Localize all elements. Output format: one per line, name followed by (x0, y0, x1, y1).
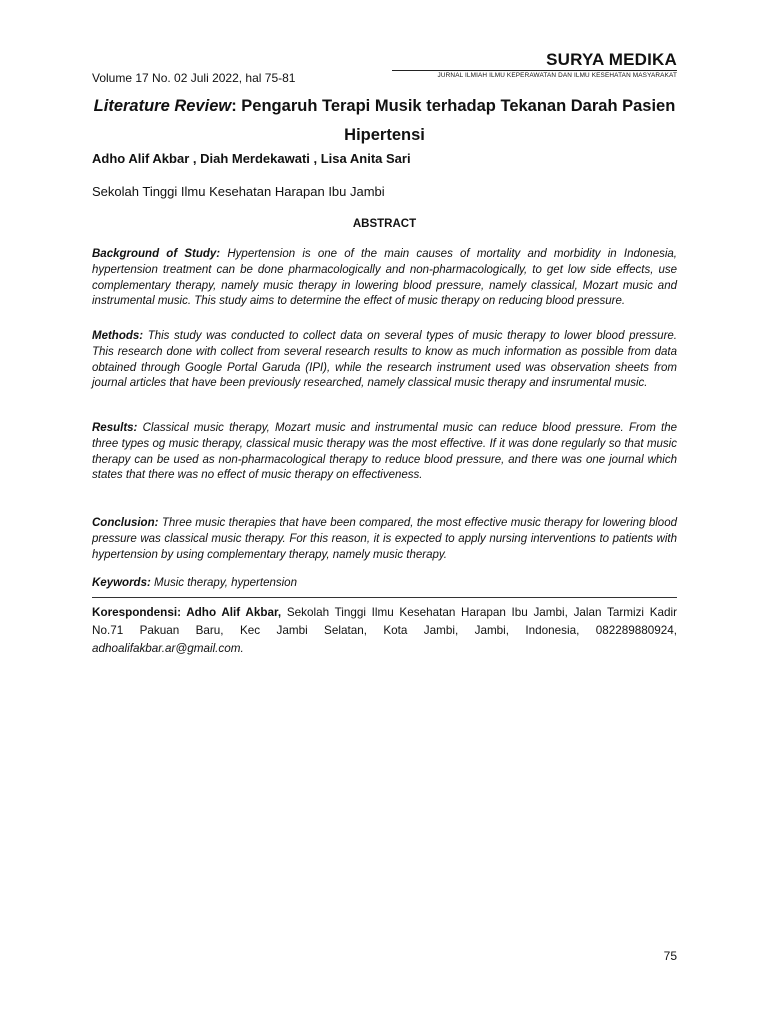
authors: Adho Alif Akbar , Diah Merdekawati , Lisa Anita Sari (92, 151, 411, 166)
header-rule (392, 70, 677, 71)
abstract-background (92, 247, 677, 310)
correspondence-email[interactable]: adhoalifakbar.ar@gmail.com. (92, 642, 244, 655)
article-title (92, 92, 677, 150)
results-label: Results: (92, 422, 138, 434)
conclusion-text: Three music therapies that have been compared, the most effective music therapy for lowering blood pressure was classical music therapy. For this reason, it is expected to apply nursing interventions to patients with hypertension by using complementary therapy, namely music therapy. (92, 517, 677, 561)
affiliation: Sekolah Tinggi Ilmu Kesehatan Harapan Ibu Jambi (92, 184, 385, 199)
results-text: Classical music therapy, Mozart music and instrumental music can reduce blood pressure. From the three types og music therapy, classical music therapy was the most effective. If it was done regularly so that music therapy can be used as non-pharmacological therapy to reduce blood pressure, and there was one journal which states that there was no effect of music therapy on effectiveness. (92, 422, 677, 482)
correspondence-text: Sekolah Tinggi Ilmu Kesehatan Harapan Ibu Jambi, Jalan Tarmizi Kadir No.71 Pakuan Baru, Kec Jambi Selatan, Kota Jambi, Jambi, Indonesia, 082289880924, (92, 606, 677, 637)
paper-page (92, 0, 677, 1024)
correspondence (92, 604, 677, 658)
abstract-methods (92, 329, 677, 392)
abstract-conclusion (92, 516, 677, 563)
journal-subtitle: JURNAL ILMIAH ILMU KEPERAWATAN DAN ILMU KESEHATAN MASYARAKAT (437, 72, 677, 79)
background-text: Hypertension is one of the main causes of mortality and morbidity in Indonesia, hypertension treatment can be done pharmacologically and non-pharmacologically, to get low side effects, use complementary therapy, namely music therapy in lowering blood pressure, namely classical, Mozart music and instrumental music. This study aims to determine the effect of music therapy on reducing blood pressure. (92, 248, 677, 308)
volume-info: Volume 17 No. 02 Juli 2022, hal 75-81 (92, 71, 296, 85)
article-title-rest: : Pengaruh Terapi Musik terhadap Tekanan Darah Pasien Hipertensi (231, 97, 676, 144)
keywords-label: Keywords: (92, 577, 151, 589)
methods-label: Methods: (92, 330, 144, 342)
section-divider (92, 597, 677, 598)
conclusion-label: Conclusion: (92, 517, 159, 529)
journal-name: SURYA MEDIKA (546, 50, 677, 69)
background-label: Background of Study: (92, 248, 221, 260)
abstract-heading: ABSTRACT (352, 218, 417, 230)
journal-header (92, 50, 677, 90)
article-title-italic: Literature Review (93, 97, 232, 115)
keywords-text: Music therapy, hypertension (150, 577, 297, 589)
abstract-results (92, 421, 677, 484)
abstract-keywords (92, 576, 677, 592)
methods-text: This study was conducted to collect data on several types of music therapy to lower blood pressure. This research done with collect from several research results to know as much information as possible from data obtained through Google Portal Garuda (IPI), while the research instrument used was observation sheets from journal articles that have been previously researched, namely classical music therapy and insrumental music. (92, 330, 677, 390)
page-number: 75 (663, 949, 677, 963)
correspondence-label: Korespondensi: Adho Alif Akbar, (92, 606, 282, 619)
